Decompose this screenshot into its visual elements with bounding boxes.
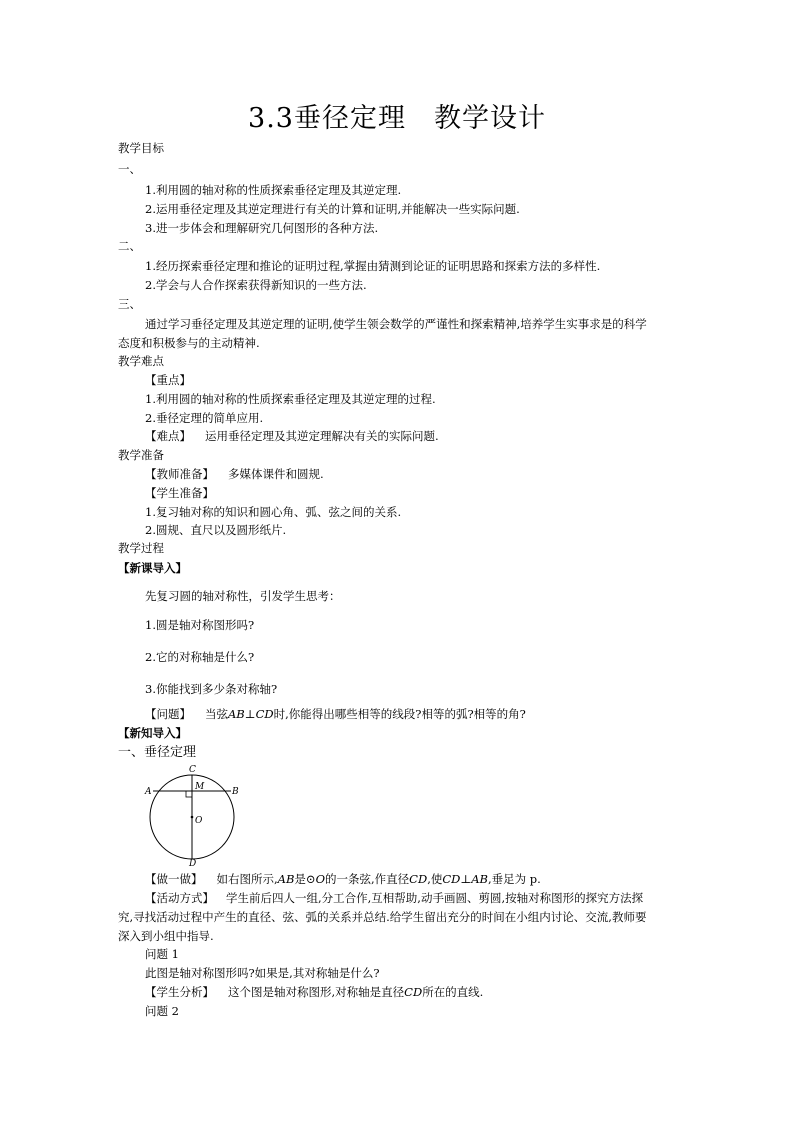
- activity-mode-line-1: 学生前后四人一组,分工合作,互相帮助,动手画圆、剪圆,按轴对称图形的探究方法探: [226, 891, 644, 905]
- section-perpendicular-diameter: 一、垂径定理: [118, 745, 197, 760]
- do-ab-2: AB: [471, 872, 488, 886]
- problem-text-pre: 当弦: [205, 707, 228, 721]
- do-text-3: 的一条弦,作直径: [325, 872, 410, 886]
- problem-text-post: 时,你能得出哪些相等的线段?相等的弧?相等的角?: [273, 707, 526, 721]
- objectives-section-2: 二、: [118, 239, 141, 253]
- question-2-label: 问题 2: [145, 1004, 179, 1018]
- label-o: O: [195, 816, 203, 826]
- question-1: 1.圆是轴对称图形吗?: [145, 618, 255, 632]
- center-point: [191, 816, 194, 819]
- problem-ab: AB: [228, 707, 245, 721]
- label-c: C: [189, 765, 196, 775]
- do-o: O: [315, 872, 325, 886]
- objective-3-line-1: 通过学习垂径定理及其逆定理的证明,使学生领会数学的严谨性和探索精神,培养学生实事求是的科学: [145, 317, 647, 331]
- new-knowledge-label: 【新知导入】: [118, 726, 187, 740]
- problem-perp: ⊥: [244, 707, 256, 721]
- key-point-1: 1.利用圆的轴对称的性质探索垂径定理及其逆定理的过程.: [145, 392, 436, 406]
- question-1-label: 问题 1: [145, 947, 179, 961]
- intro-label: 【新课导入】: [118, 561, 187, 575]
- do-it-label: 【做一做】: [145, 872, 203, 886]
- objectives-heading: 教学目标: [118, 141, 164, 155]
- objective-2-1: 1.经历探索垂径定理和推论的证明过程,掌握由猜测到论证的证明思路和探索方法的多样性.: [145, 259, 601, 273]
- do-ab: AB: [277, 872, 295, 886]
- question-1-text: 此图是轴对称图形吗?如果是,其对称轴是什么?: [145, 966, 380, 980]
- do-text-5: ,垂足为 p.: [487, 872, 541, 886]
- teacher-prep-row: [145, 466, 324, 482]
- hard-point-text: 运用垂径定理及其逆定理解决有关的实际问题.: [205, 429, 439, 443]
- problem-cd: CD: [255, 707, 274, 721]
- student-prep-1: 1.复习轴对称的知识和圆心角、弧、弦之间的关系.: [145, 505, 402, 519]
- do-it-row: [145, 871, 541, 887]
- document-title: 3.3垂径定理 教学设计: [248, 103, 546, 134]
- student-prep-label: 【学生准备】: [145, 486, 214, 500]
- circle-diagram: [140, 760, 250, 866]
- key-points-label: 【重点】: [145, 373, 191, 387]
- do-text-2: 是⊙: [294, 872, 316, 886]
- activity-mode-row: [145, 890, 643, 906]
- hard-point-row: [145, 428, 439, 444]
- teacher-prep-label: 【教师准备】: [145, 467, 214, 481]
- analysis-text-post: 所在的直线.: [422, 985, 484, 999]
- do-cd: CD: [409, 872, 428, 886]
- label-d: D: [189, 859, 197, 866]
- objectives-section-1: 一、: [118, 162, 141, 176]
- objectives-section-3: 三、: [118, 297, 141, 311]
- activity-mode-line-2: 究,寻找活动过程中产生的直径、弦、弧的关系并总结.给学生留出充分的时间在小组内讨论、交流,教师要: [118, 910, 647, 924]
- activity-mode-label: 【活动方式】: [145, 891, 214, 905]
- key-point-2: 2.垂径定理的简单应用.: [145, 411, 264, 425]
- difficulty-heading: 教学难点: [118, 354, 164, 368]
- hard-point-label: 【难点】: [145, 429, 191, 443]
- objective-1-2: 2.运用垂径定理及其逆定理进行有关的计算和证明,并能解决一些实际问题.: [145, 202, 520, 216]
- do-text-4: ,使: [427, 872, 443, 886]
- question-2: 2.它的对称轴是什么?: [145, 650, 255, 664]
- problem-row: [145, 706, 526, 722]
- analysis-cd: CD: [404, 985, 423, 999]
- preparation-heading: 教学准备: [118, 448, 164, 462]
- activity-mode-line-3: 深入到小组中指导.: [118, 929, 214, 943]
- objective-3-line-2: 态度和积极参与的主动精神.: [118, 336, 260, 350]
- right-angle-mark: [186, 791, 192, 797]
- do-perp: ⊥: [460, 872, 472, 886]
- do-text-1: 如右图所示,: [216, 872, 278, 886]
- student-analysis-label: 【学生分析】: [145, 985, 214, 999]
- question-3: 3.你能找到多少条对称轴?: [145, 682, 278, 696]
- objective-1-1: 1.利用圆的轴对称的性质探索垂径定理及其逆定理.: [145, 183, 402, 197]
- student-analysis-row: [145, 984, 483, 1000]
- problem-label: 【问题】: [145, 707, 191, 721]
- label-m: M: [195, 782, 205, 792]
- teacher-prep-text: 多媒体课件和圆规.: [228, 467, 324, 481]
- process-heading: 教学过程: [118, 541, 164, 555]
- intro-text: 先复习圆的轴对称性，引发学生思考：: [145, 589, 341, 603]
- objective-2-2: 2.学会与人合作探索获得新知识的一些方法.: [145, 278, 367, 292]
- objective-1-3: 3.进一步体会和理解研究几何图形的各种方法.: [145, 221, 379, 235]
- analysis-text-pre: 这个图是轴对称图形,对称轴是直径: [228, 985, 405, 999]
- label-b: B: [232, 787, 239, 797]
- do-cd-2: CD: [442, 872, 461, 886]
- label-a: A: [145, 787, 152, 797]
- student-prep-2: 2.圆规、直尺以及圆形纸片.: [145, 523, 287, 537]
